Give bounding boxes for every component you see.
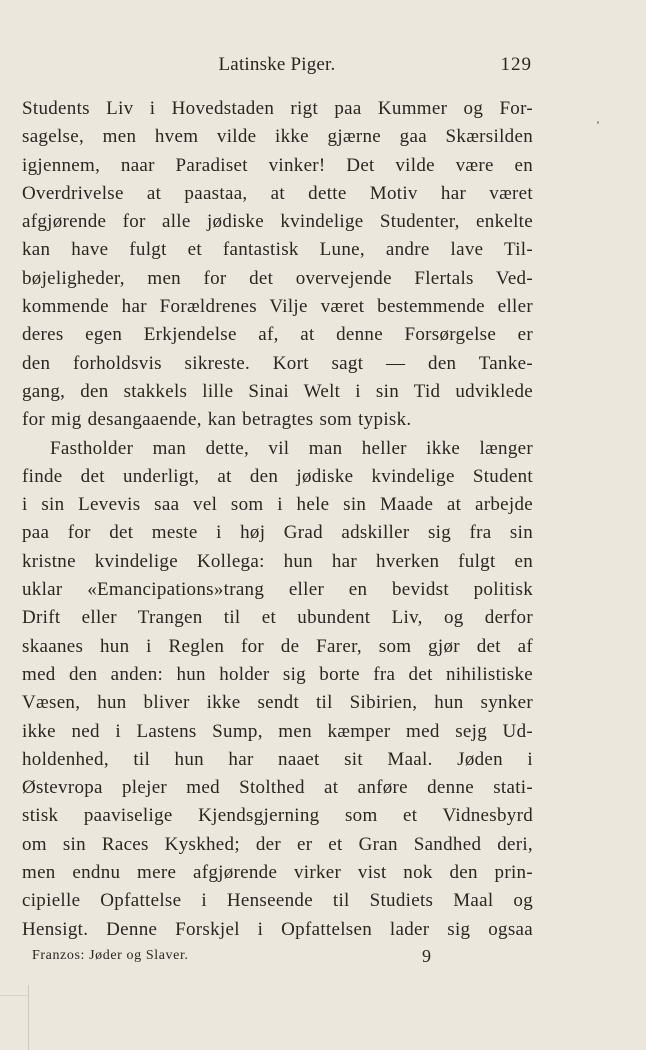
text-line: skaanes hun i Reglen for de Farer, som gjør det af [22, 635, 533, 657]
text-line: med den anden: hun holder sig borte fra det nihilistiske [22, 663, 533, 685]
text-line: Drift eller Trangen til et ubundent Liv, og derfor [22, 607, 533, 629]
running-header [22, 54, 532, 84]
text-line: Hensigt. Denne Forskjel i Opfattelsen lader sig ogsaa [22, 918, 533, 940]
paper-speck [597, 121, 599, 124]
page-number: 129 [500, 54, 532, 75]
text-line: men endnu mere afgjørende virker vist nok den prin- [22, 862, 533, 884]
text-line: finde det underligt, at den jødiske kvindelige Student [22, 465, 533, 487]
signature-footer [32, 948, 472, 972]
page-edge-mark [0, 985, 29, 1050]
text-line: deres egen Erkjendelse af, at denne Forsørgelse er [22, 324, 533, 346]
signature-mark: Franzos: Jøder og Slaver. [32, 948, 189, 963]
text-line: for mig desangaaende, kan betragtes som typisk. [22, 409, 412, 431]
text-line: om sin Races Kyskhed; der er et Gran Sandhed deri, [22, 833, 533, 855]
running-title: Latinske Piger. [218, 54, 336, 75]
text-line: paa for det meste i høj Grad adskiller sig fra sin [22, 522, 533, 544]
text-line: Østevropa plejer med Stolthed at anføre denne stati- [22, 777, 533, 799]
text-line: Students Liv i Hovedstaden rigt paa Kummer og For- [22, 98, 533, 119]
text-line: i sin Levevis saa vel som i hele sin Maade at arbejde [22, 494, 533, 516]
text-line: stisk paaviselige Kjendsgjerning som et Vidnesbyrd [22, 805, 533, 827]
text-line: afgjørende for alle jødiske kvindelige Studenter, enkelte [22, 211, 533, 233]
text-line: uklar «Emancipations»trang eller en bevidst politisk [22, 579, 533, 601]
text-line: bøjeligheder, men for det overvejende Flertals Ved- [22, 267, 533, 289]
body-text [22, 95, 533, 944]
text-line: Fastholder man dette, vil man heller ikke længer [50, 437, 533, 459]
text-line: gang, den stakkels lille Sinai Welt i sin Tid udviklede [22, 380, 533, 402]
signature-number: 9 [422, 946, 431, 966]
text-line: den forholdsvis sikreste. Kort sagt — den Tanke- [22, 352, 533, 374]
text-line: kommende har Forældrenes Vilje været bestemmende eller [22, 296, 533, 318]
text-line: cipielle Opfattelse i Henseende til Studiets Maal og [22, 890, 533, 912]
text-line: ikke ned i Lastens Sump, men kæmper med sejg Ud- [22, 720, 533, 742]
text-line: holdenhed, til hun har naaet sit Maal. Jøden i [22, 748, 533, 770]
text-line: sagelse, men hvem vilde ikke gjærne gaa Skærsilden [22, 126, 533, 148]
text-line: kristne kvindelige Kollega: hun har hverken fulgt en [22, 550, 533, 572]
text-line: Overdrivelse at paastaa, at dette Motiv har været [22, 182, 533, 204]
text-line: kan have fulgt et fantastisk Lune, andre lave Til- [22, 239, 533, 261]
text-line: Væsen, hun bliver ikke sendt til Sibirien, hun synker [22, 692, 533, 714]
text-line: igjennem, naar Paradiset vinker! Det vilde være en [22, 154, 533, 176]
